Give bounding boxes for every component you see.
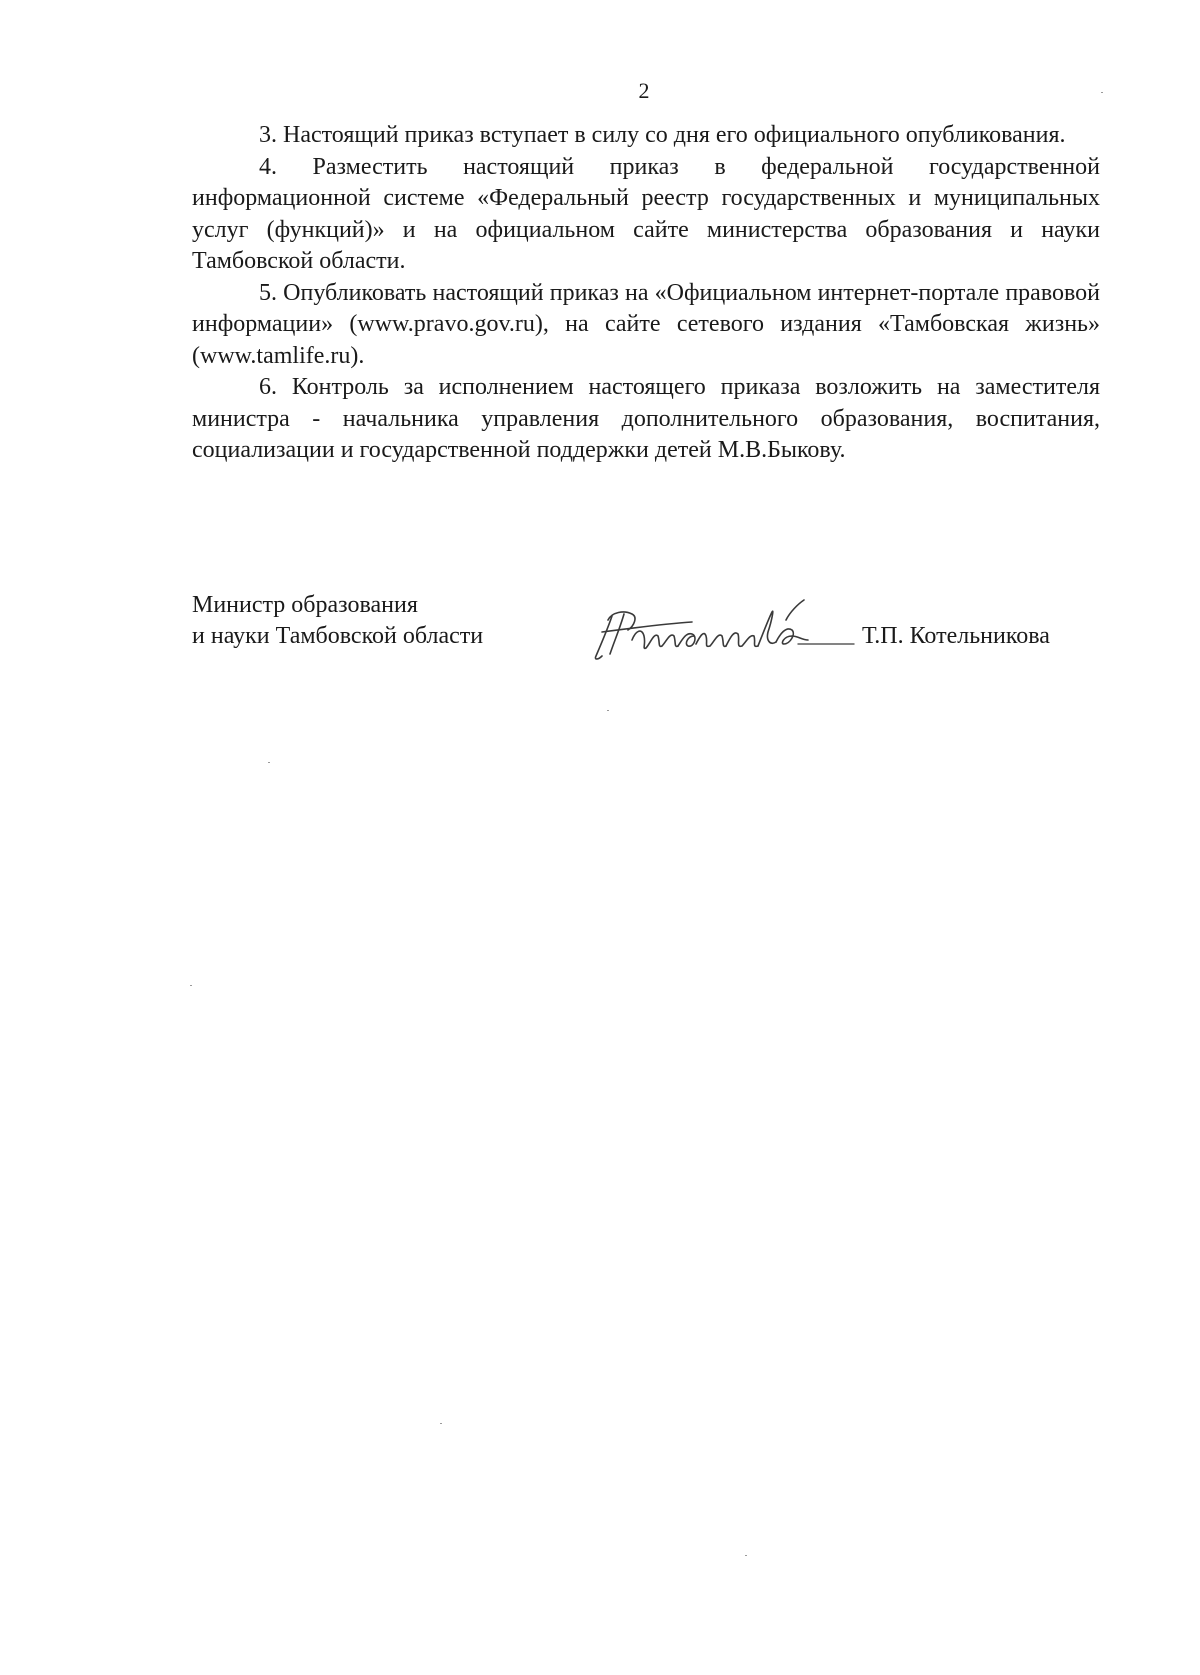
- page-number: 2: [638, 78, 650, 103]
- scan-speck: [440, 1423, 442, 1424]
- signatory-name: Т.П. Котельникова: [862, 623, 1050, 649]
- paragraph-3: 3. Настоящий приказ вступает в силу со дня его официального опубликования.: [259, 122, 1066, 148]
- scan-speck: [268, 762, 270, 763]
- document-body: [192, 120, 1100, 467]
- signatory-title-line-1: Министр образования: [192, 592, 418, 618]
- scan-speck: [190, 985, 192, 986]
- scan-speck: [1101, 92, 1103, 93]
- paragraph-4: 4. Разместить настоящий приказ в федеральной государственной информационной системе «Федеральный реестр государственных и муниципальных услуг (функций)» и на официальном сайте министерства образования и науки Тамбовской области.: [192, 153, 1100, 274]
- handwritten-signature: [572, 590, 862, 670]
- signature-block: [192, 590, 1100, 670]
- signatory-title-line-2: и науки Тамбовской области: [192, 623, 484, 649]
- paragraph-6: 6. Контроль за исполнением настоящего приказа возложить на заместителя министра - начальника управления дополнительного образования, воспитания, социализации и государственной поддержки детей М.В.Быкову.: [192, 374, 1100, 463]
- paragraph-5: 5. Опубликовать настоящий приказ на «Официальном интернет-портале правовой информации» (www.pravo.gov.ru), на сайте сетевого издания «Тамбовская жизнь» (www.tamlife.ru).: [192, 279, 1100, 369]
- scan-speck: [607, 710, 609, 711]
- signatory-title: [192, 590, 572, 652]
- scan-speck: [745, 1555, 747, 1556]
